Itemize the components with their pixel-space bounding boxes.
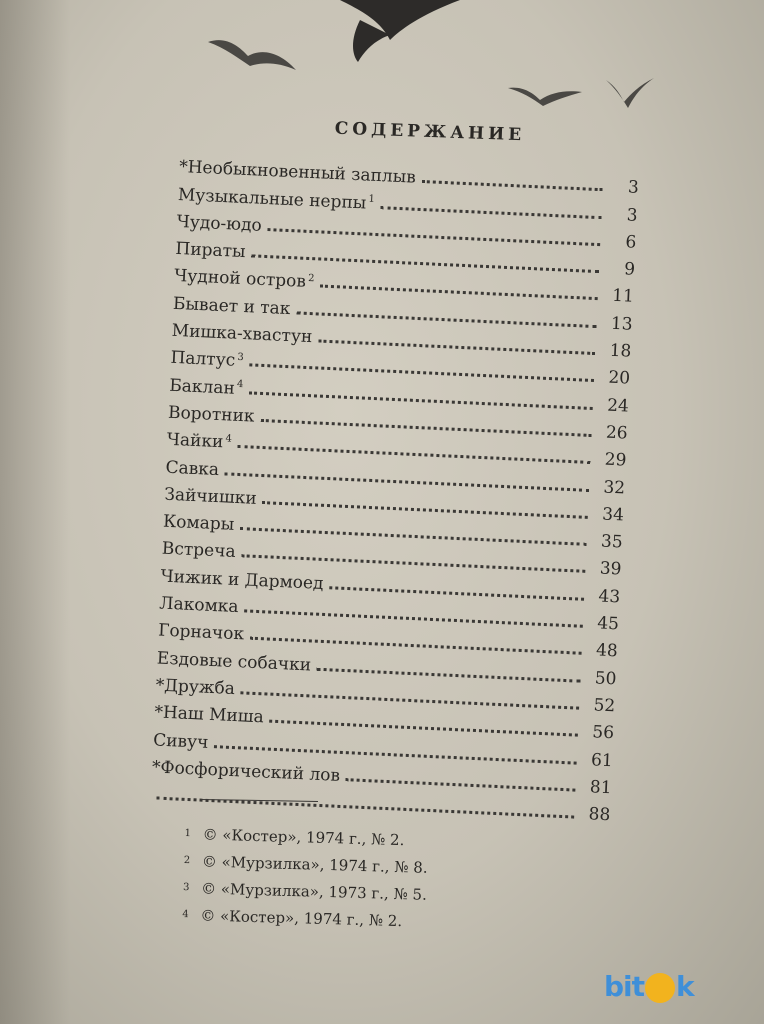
toc-entry-title [161,539,236,562]
toc-entry-title-text: Зайчишки [163,484,258,509]
toc-entry-page: 32 [603,477,626,499]
toc-entry-title [164,485,257,509]
toc-entry-title-text: Баклан [168,375,236,399]
footnote-text: © «Мурзилка», 1974 г., № 8. [201,851,428,877]
toc-entry-title-text: Ездовые собачки [156,648,312,676]
toc-entry-title-text: Палтус [170,348,236,372]
footnote-number: 2 [183,854,191,867]
watermark-text-left: bit [604,970,645,1003]
toc-entry-page: 24 [606,395,630,417]
footnote-marker: 4 [225,432,233,445]
bitok-logo [604,970,754,1010]
toc-entry-title-text: Бывает и так [172,293,291,319]
footnote-text: © «Костер», 1974 г., № 2. [200,905,403,930]
toc-entry-title [165,457,219,479]
toc-entry-title [169,375,244,398]
toc-entry-page: 56 [591,722,615,744]
seagull-illustration [0,0,764,120]
footnote-marker: 3 [237,351,244,363]
toc-entry-title-text: Лакомка [158,593,239,618]
toc-entry-title-text: Мишка-хвастун [171,320,313,348]
toc-entry-page: 13 [610,313,634,335]
footnote-marker: 1 [368,193,376,205]
toc-entry-title-text: Горначок [157,620,245,645]
toc-entry-title [175,239,246,262]
footnote-marker: 2 [307,272,315,285]
toc-entry-title [159,594,239,618]
coin-icon [645,973,675,1003]
toc-entry-page: 39 [599,558,622,580]
toc-entry-title-text: Пираты [175,239,246,263]
toc-entry-page: 6 [624,232,637,253]
toc-entry-page: 26 [605,422,629,444]
toc-entry-title [168,403,255,427]
toc-entry-page: 18 [609,340,632,362]
table-of-contents [150,150,639,825]
toc-entry-title-text: Комары [162,511,235,535]
footnote-marker: 4 [236,378,244,391]
toc-entry-page: 9 [623,259,636,280]
page-shadow [0,0,70,1024]
toc-entry-title [163,512,235,535]
footnote-text: © «Мурзилка», 1973 г., № 5. [200,878,428,904]
toc-entry-title-text: *Наш Миша [153,702,265,728]
footnote-number: 3 [182,881,190,894]
toc-entry-page: 50 [594,668,617,689]
toc-entry-page: 88 [588,804,611,826]
footnotes [182,820,605,940]
page-title: СОДЕРЖАНИЕ [334,118,526,146]
toc-entry-page: 45 [596,613,620,635]
toc-entry-title [176,212,262,236]
toc-entry-title-text: Чудной остров [173,266,307,293]
toc-entry-page: 35 [600,531,624,553]
toc-entry-title [158,621,245,645]
toc-entry-page: 20 [608,368,631,390]
toc-entry-page: 29 [604,449,627,471]
toc-entry-page: 81 [589,777,612,799]
toc-entry-title [155,675,235,699]
toc-entry-title-text: *Необыкновенный заплыв [178,157,417,189]
toc-entry-page: 43 [598,586,621,608]
toc-entry-page: 3 [626,204,638,226]
toc-entry-title-text: Чижик и Дармоед [160,566,324,594]
toc-entry-title-text: Чудо-юдо [176,211,263,236]
toc-entry-page: 61 [590,749,614,771]
toc-entry-title-text: *Дружба [155,675,236,699]
toc-entry-page: 3 [627,177,640,199]
footnote-number: 1 [184,827,192,840]
toc-entry-title [170,348,244,371]
toc-entry-title-text: Савка [165,457,220,480]
toc-entry-page: 48 [595,640,619,662]
toc-entry-title-text: Сивуч [152,729,209,753]
toc-entry-title [153,730,209,752]
toc-entry-page: 34 [601,504,625,526]
toc-entry-title [166,430,232,453]
toc-entry-title-text: Музыкальные нерпы [177,184,367,214]
toc-entry-title-text: *Фосфорический лов [151,757,341,786]
footnote-text: © «Костер», 1974 г., № 2. [202,825,405,849]
toc-entry-page: 11 [611,286,635,308]
toc-entry-title-text: Воротник [167,402,255,427]
toc-entry-title-text: Встреча [161,539,237,563]
toc-entry-title-text: Чайки [166,429,224,453]
toc-entry-page: 52 [593,695,616,717]
footnote-number: 4 [182,908,189,921]
watermark-text-right: k [676,970,694,1003]
